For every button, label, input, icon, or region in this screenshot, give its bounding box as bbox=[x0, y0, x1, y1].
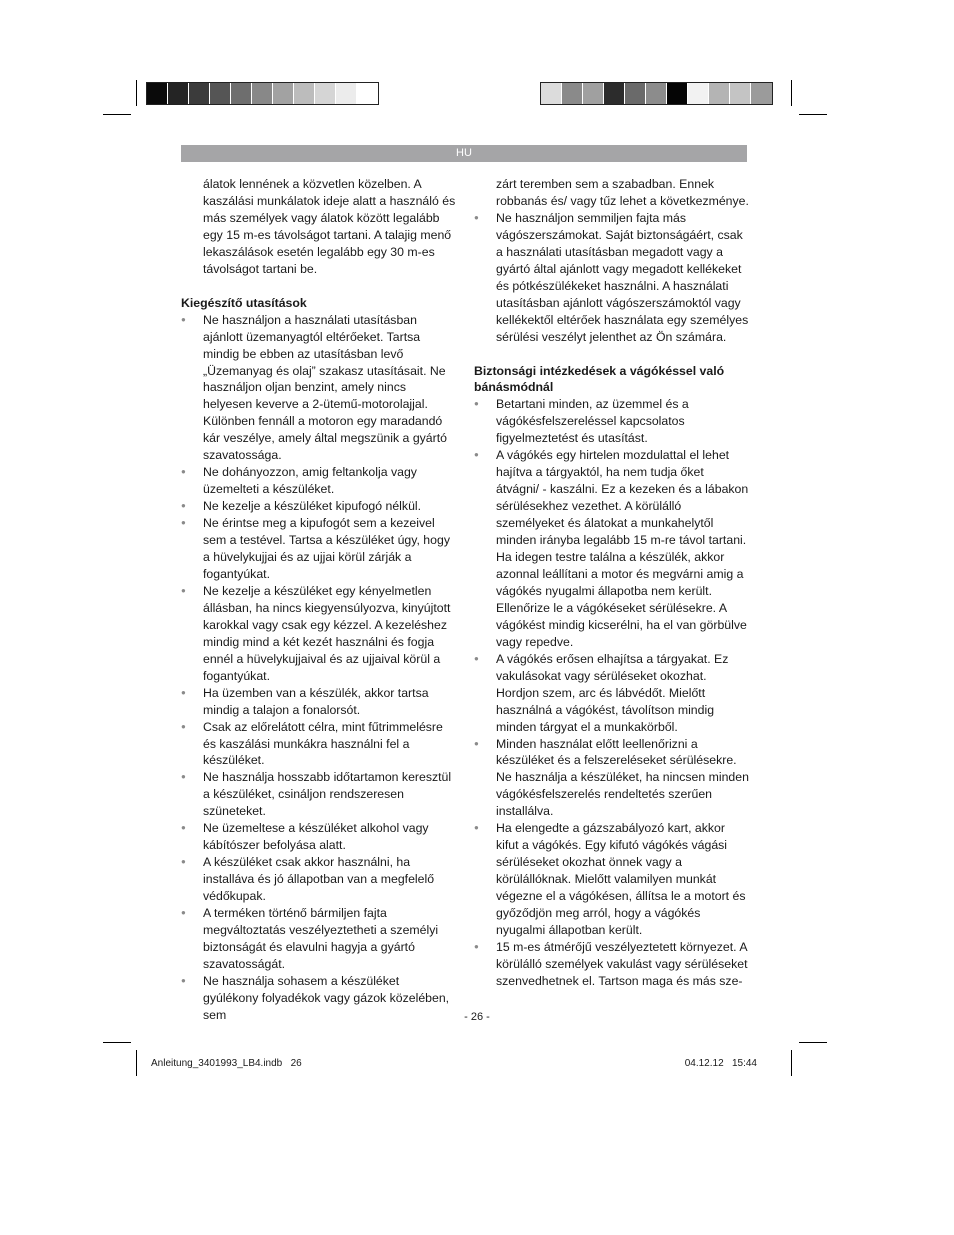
color-swatch bbox=[688, 83, 709, 104]
crop-mark bbox=[799, 114, 827, 115]
color-swatch bbox=[646, 83, 667, 104]
list-item: ● Ne kezelje a készüléket egy kényelmetlen állásban, ha nincs kiegyensúlyozva, kinyújtott karokkal vagy csak egy kézzel. A kezeléshez mindig mind a két kezét használni és fogja ennél a hüvelykujjaival és az ujjaival körül a fogantyúkat. bbox=[181, 583, 457, 685]
color-swatch bbox=[541, 83, 562, 104]
crop-mark bbox=[799, 1042, 827, 1043]
list-item: ● Ne kezelje a készüléket kipufogó nélkül. bbox=[181, 498, 457, 515]
crop-mark bbox=[103, 1042, 131, 1043]
bullet-list bbox=[474, 210, 750, 346]
color-swatch bbox=[168, 83, 189, 104]
list-item: ● Ne használja hosszabb időtartamon keresztül a készüléket, csináljon rendszeresen szüneteket. bbox=[181, 769, 457, 820]
right-column bbox=[474, 176, 750, 990]
bullet-list bbox=[474, 396, 750, 989]
color-swatch bbox=[730, 83, 751, 104]
list-item: ● A készüléket csak akkor használni, ha installáva és jó állapotban van a megfelelő védőkupak. bbox=[181, 854, 457, 905]
color-swatch bbox=[252, 83, 273, 104]
list-item: ● A vágókés egy hirtelen mozdulattal el lehet hajítva a tárgyaktól, ha nem tudja őket átvágni/ - kaszálni. Ez a kezeken és a lábakon sérülésekhez vezethet. A körülálló személyeket és álatokat a munkahelytől minden irányba legalább 15 m-re távol tartani. Ha idegen testre találna a készülék, akkor azonnal leállítani a motor és megvárni amig a vágókés nyugalmi állapotba nem került. Ellenőrize le a vágókéseket sérülésekre. A vágókést mindig kicserélni, ha el van görbülve vagy repedve. bbox=[474, 447, 750, 650]
crop-mark bbox=[136, 1050, 137, 1076]
list-item: ● Ha üzemben van a készülék, akkor tartsa mindig a talajon a fonalorsót. bbox=[181, 685, 457, 719]
color-swatch bbox=[357, 83, 378, 104]
crop-mark bbox=[791, 80, 792, 106]
list-item: ● A terméken történő bármiljen fajta megváltoztatás veszélyeztetheti a személyi biztonságát és elavulni hagyja a gyártó szavatosságát. bbox=[181, 905, 457, 973]
intro-paragraph: álatok lennének a közvetlen közelben. A kaszálási munkálatok ideje alatt a használó és más személyek vagy álatok között legalább egy 15 m-es távolságot tartani. A talajig menő lekaszálások esetén legalább egy 30 m-es távolságot tartani be. bbox=[203, 177, 456, 276]
color-swatch bbox=[751, 83, 772, 104]
list-item: ● Csak az előrelátott célra, mint fűtrimmelésre és kaszálási munkákra használni fel a készüléket. bbox=[181, 719, 457, 770]
color-calibration-bar-left bbox=[146, 82, 379, 105]
crop-mark bbox=[103, 114, 131, 115]
left-column bbox=[181, 176, 457, 1024]
page-number: - 26 - bbox=[464, 1011, 490, 1023]
list-item: ● Minden használat előtt leellenőrizni a készüléket és a felszereléseket sérülésekre. Ne használja a készüléket, ha nincsen minden vágókésfelszerelés rendeltetés szerűen installálva. bbox=[474, 736, 750, 821]
crop-mark bbox=[791, 1050, 792, 1076]
color-swatch bbox=[210, 83, 231, 104]
list-item: ● Ne használjon semmiljen fajta más vágószerszámokat. Saját biztonságáért, csak a használati utasításban megadott vagy a gyártó által ajánlott vagy megadott kellékeket és pótkészülékeket használni. A használati utasításban ajánlott vágószerszámoktól vagy kellékektől eltérőek használata egy személyes sérülési veszélyt jelenthet az Ön számára. bbox=[474, 210, 750, 346]
list-item: ● Ha elengedte a gázszabályozó kart, akkor kifut a vágókés. Egy kifutó vágókés vágási sérüléseket okozhat önnek vagy a körülállóknak. Mielőtt valamilyen munkát végezne el a vágókésen, állítsa le a motort és győződjön meg arról, hogy a vágókés nyugalmi állapotban került. bbox=[474, 820, 750, 939]
section-heading: Kiegészítő utasítások bbox=[181, 295, 307, 310]
list-item: ● Ne dohányozzon, amig feltankolja vagy üzemelteti a készüléket. bbox=[181, 464, 457, 498]
color-swatch bbox=[709, 83, 730, 104]
color-swatch bbox=[273, 83, 294, 104]
list-item: ● Betartani minden, az üzemmel és a vágókésfelszereléssel kapcsolatos figyelmeztetést és utasítást. bbox=[474, 396, 750, 447]
list-item: ● Ne használja sohasem a készüléket gyúlékony folyadékok vagy gázok közelében, sem bbox=[181, 973, 457, 1024]
list-item: ● A vágókés erősen elhajítsa a tárgyakat. Ez vakulásokat vagy sérüléseket okozhat. Hordjon szem, arc és lábvédőt. Mielőtt használná a vágókést, távolítson mindig minden tárgyat el a munkakörből. bbox=[474, 651, 750, 736]
intro-paragraph: zárt teremben sem a szabadban. Ennek robbanás és/ vagy tűz lehet a következménye. bbox=[496, 177, 749, 208]
list-item: ● Ne üzemeltese a készüléket alkohol vagy kábítószer befolyása alatt. bbox=[181, 820, 457, 854]
color-calibration-bar-right bbox=[540, 82, 773, 105]
footer-timestamp: 04.12.12 15:44 bbox=[684, 1058, 757, 1069]
color-swatch bbox=[294, 83, 315, 104]
language-header-strip bbox=[181, 145, 747, 162]
color-swatch bbox=[336, 83, 357, 104]
color-swatch bbox=[189, 83, 210, 104]
crop-mark bbox=[136, 80, 137, 106]
list-item: ● 15 m-es átmérőjű veszélyeztetett környezet. A körülálló személyek vakulást vagy sérüléseket szenvedhetnek el. Tartson maga és más sze- bbox=[474, 939, 750, 990]
color-swatch bbox=[562, 83, 583, 104]
color-swatch bbox=[147, 83, 168, 104]
color-swatch bbox=[667, 83, 688, 104]
color-swatch bbox=[315, 83, 336, 104]
color-swatch bbox=[231, 83, 252, 104]
language-code: HU bbox=[456, 147, 472, 159]
bullet-list bbox=[181, 312, 457, 1024]
color-swatch bbox=[583, 83, 604, 104]
list-item: ● Ne érintse meg a kipufogót sem a kezeivel sem a testével. Tartsa a készüléket úgy, hogy a hüvelykujjai és az ujjai körül zárják a fogantyúkat. bbox=[181, 515, 457, 583]
color-swatch bbox=[625, 83, 646, 104]
footer-filename: Anleitung_3401993_LB4.indb 26 bbox=[151, 1058, 302, 1069]
section-heading: Biztonsági intézkedések a vágókéssel való bánásmódnál bbox=[474, 363, 725, 395]
list-item: ● Ne használjon a használati utasításban ajánlott üzemanyagtól eltérőeket. Tartsa mindig be ebben az utasításban levő „Üzemanyag és olaj” szakasz utasításait. Ne használjon oljan benzint, amely nincs helyesen keverve a 2-ütemű-motorolajjal. Különben fennáll a motoron egy maradandó kár veszélye, amely által megszünik a gyártó szavatossága. bbox=[181, 312, 457, 465]
color-swatch bbox=[604, 83, 625, 104]
